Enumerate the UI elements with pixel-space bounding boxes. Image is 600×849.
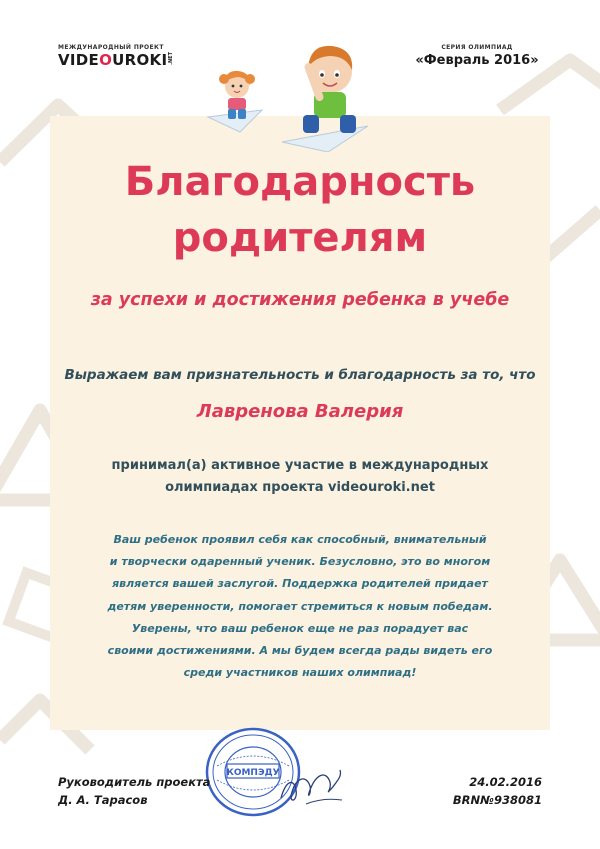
olympiad-series xyxy=(412,44,542,68)
signatory-role: Руководитель проекта xyxy=(58,775,211,789)
certificate-meta xyxy=(453,773,542,809)
body-line: среди участников наших олимпиад! xyxy=(183,666,417,680)
series-caption: СЕРИЯ ОЛИМПИАД xyxy=(441,44,513,51)
boy-figure xyxy=(303,46,356,133)
body-line: детям уверенности, помогает стремиться к новым победам. xyxy=(107,599,493,613)
logo-wordmark xyxy=(58,52,167,68)
certificate-subtitle: за успехи и достижения ребенка в учебе xyxy=(90,290,510,310)
gratitude-intro: Выражаем вам признательность и благодарность за то, что xyxy=(64,367,536,383)
body-line: Ваш ребенок проявил себя как способный, внимательный xyxy=(113,533,487,546)
series-value: «Февраль 2016» xyxy=(415,53,539,68)
stamp-center-text: КОМПЭДУ xyxy=(226,768,280,778)
signature xyxy=(276,760,346,810)
body-line: и творчески одаренный ученик. Безусловно, это во многом xyxy=(109,555,491,569)
certificate-title-line-1: Благодарность xyxy=(124,159,476,205)
recipient-name: Лавренова Валерия xyxy=(196,401,404,422)
body-line: своими достижениями. А мы будем всегда рады видеть его xyxy=(107,644,493,658)
body-line: является вашей заслугой. Поддержка родителей придает xyxy=(112,577,488,591)
project-caption: МЕЖДУНАРОДНЫЙ ПРОЕКТ xyxy=(58,44,164,51)
participation-line: олимпиадах проекта videouroki.net xyxy=(165,480,435,495)
certificate-number: BRN№938081 xyxy=(452,793,542,807)
kids-illustration xyxy=(200,22,370,152)
participation-text xyxy=(70,455,530,499)
body-line: Уверены, что ваш ребенок еще не раз порадует вас xyxy=(131,621,469,635)
participation-line: принимал(а) активное участие в международных xyxy=(111,458,489,473)
signatory-block xyxy=(58,773,210,809)
logo-part-2: UROKI xyxy=(112,51,168,69)
certificate-body xyxy=(85,529,515,684)
logo-accent-letter: O xyxy=(99,51,113,69)
signatory-name: Д. А. Тарасов xyxy=(58,793,148,807)
certificate-title-line-2: родителям xyxy=(172,215,428,261)
videouroki-logo xyxy=(58,44,174,68)
issue-date: 24.02.2016 xyxy=(469,775,542,789)
logo-suffix: .NET xyxy=(168,52,175,65)
logo-part-1: VIDE xyxy=(58,51,100,69)
